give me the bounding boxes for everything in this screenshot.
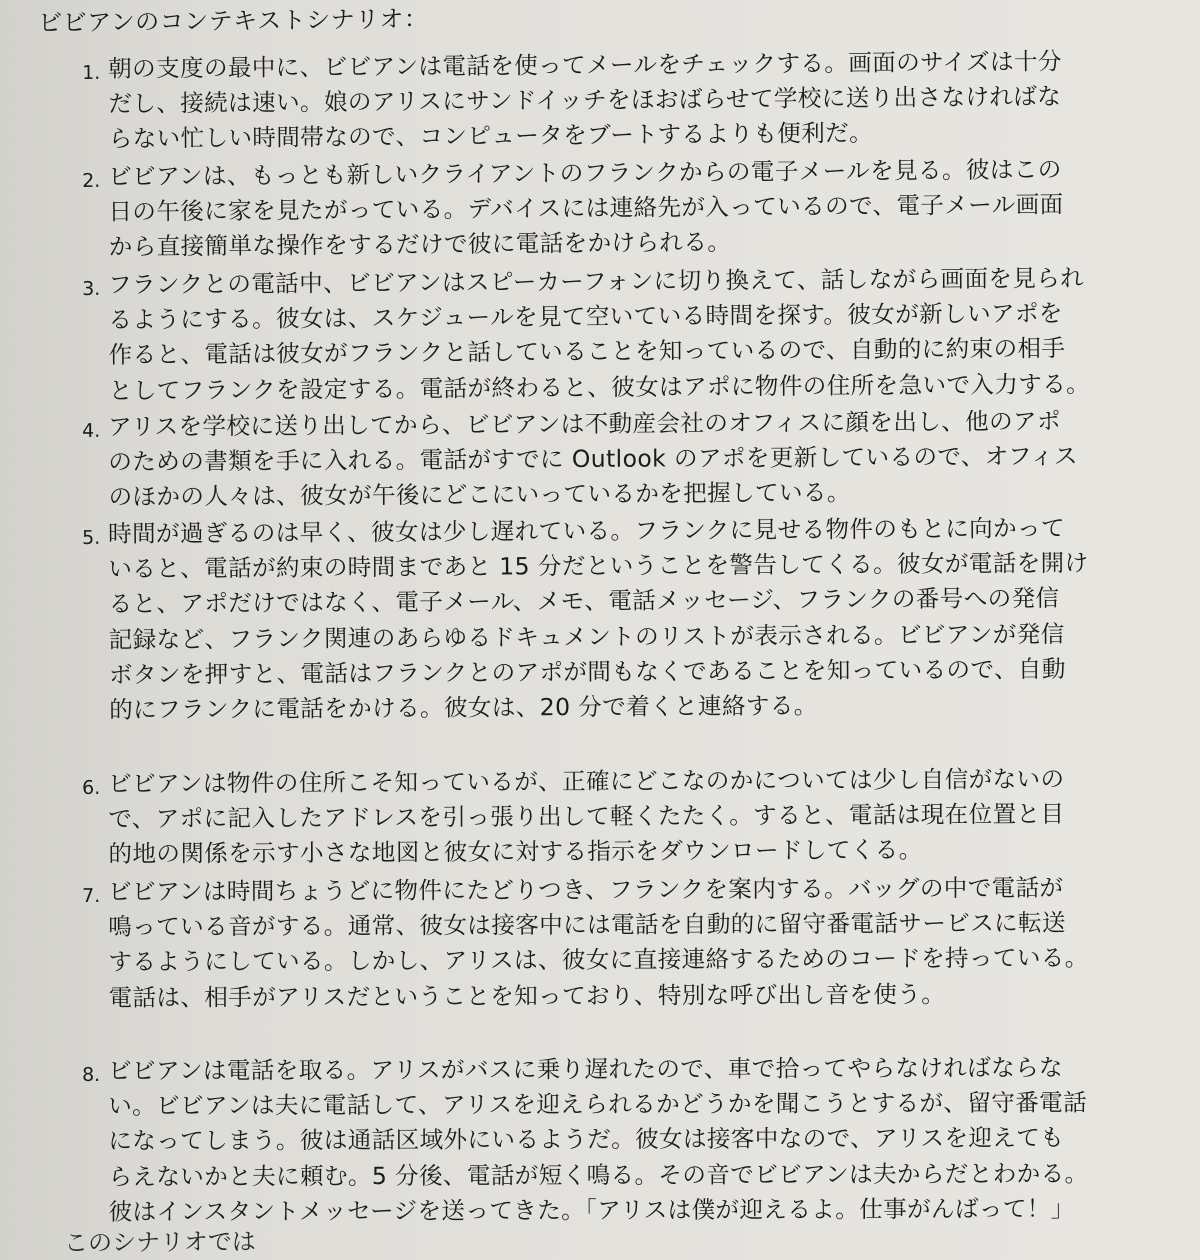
item-number: 4. (82, 419, 101, 442)
item-line: ビビアンは物件の住所こそ知っているが、正確にどこなのかについては少し自信がないの (108, 764, 1065, 798)
item-line: だし、接続は速い。娘のアリスにサンドイッチをほおばらせて学校に送り出さなければな (108, 82, 1062, 118)
item-line: で、アポに記入したアドレスを引っ張り出して軽くたたく。すると、電話は現在位置と目 (108, 800, 1065, 834)
item-line: としてフランクを設定する。電話が終わると、彼女はアポに物件の住所を急いで入力する。 (108, 369, 1091, 405)
item-text (108, 762, 1065, 873)
item-number: 2. (82, 169, 101, 192)
item-line: いると、電話が約束の時間まであと 15 分だということを警告してくる。彼女が電話を開け (108, 549, 1089, 584)
item-line: 的にフランクに電話をかける。彼女は、20 分で着くと連絡する。 (109, 691, 818, 724)
item-number: 6. (82, 776, 101, 799)
item-text (108, 152, 1064, 265)
item-text (108, 1050, 1089, 1229)
item-line: ビビアンは、もっとも新しいクライアントのフランクからの電子メールを見る。彼はこの (108, 155, 1062, 191)
item-number: 8. (82, 1063, 101, 1086)
section-heading: ビビアンのコンテキストシナリオ： (38, 4, 429, 37)
item-line: 記録など、フランク関連のあらゆるドキュメントのリストが表示される。ビビアンが発信 (108, 619, 1065, 654)
item-text (108, 261, 1090, 409)
scenario-item (82, 761, 1162, 869)
item-line: 朝の支度の最中に、ビビアンは電話を使ってメールをチェックする。画面のサイズは十分 (108, 47, 1062, 83)
item-line: のほかの人々は、彼女が午後にどこにいっているかを把握している。 (108, 478, 851, 512)
scenario-item (82, 1050, 1162, 1226)
cut-off-footer-text: このシナリオでは (64, 1227, 256, 1257)
item-line: 日の午後に家を見たがっている。デバイスには連絡先が入っているので、電子メール画面 (108, 190, 1064, 226)
item-line: 時間が過ぎるのは早く、彼女は少し遅れている。フランクに見せる物件のもとに向かって (108, 513, 1065, 548)
item-number: 7. (82, 884, 101, 907)
item-line: ボタンを押すと、電話はフランクとのアポが間もなくであることを知っているので、自動 (108, 654, 1066, 689)
item-line: らない忙しい時間帯なので、コンピュータをブートするよりも便利だ。 (108, 119, 874, 154)
item-line: 電話は、相手がアリスだということを知っており、特別な呼び出し音を使う。 (108, 979, 946, 1012)
item-line: 作ると、電話は彼女がフランクと話していることを知っているので、自動的に約束の相手 (108, 334, 1066, 370)
item-line: アリスを学校に送り出してから、ビビアンは不動産会社のオフィスに顔を出し、他のアポ (108, 407, 1061, 441)
item-line: ビビアンは時間ちょうどに物件にたどりつき、フランクを案内する。バッグの中で電話が (108, 873, 1064, 906)
item-line: らえないかと夫に頼む。5 分後、電話が短く鳴る。その音でビビアンは夫からだとわかる。 (108, 1159, 1089, 1191)
item-line: い。ビビアンは夫に電話して、アリスを迎えられるかどうかを聞こうとするが、留守番電話 (108, 1088, 1088, 1121)
item-text (108, 404, 1078, 515)
item-number: 1. (82, 61, 101, 84)
item-line: 彼はインスタントメッセージを送ってきた。「アリスは僕が迎えるよ。仕事がんばって！」 (108, 1194, 1075, 1226)
item-number: 5. (82, 526, 101, 549)
item-line: フランクとの電話中、ビビアンはスピーカーフォンに切り換えて、話しながら画面を見られ (108, 264, 1085, 299)
item-text (108, 871, 1089, 1016)
item-line: ると、アポだけではなく、電子メール、メモ、電話メッセージ、フランクの番号への発信 (108, 584, 1060, 619)
item-text (108, 511, 1090, 728)
item-line: ビビアンは電話を取る。アリスがバスに乗り遅れたので、車で拾ってやらなければならな (108, 1053, 1064, 1085)
item-line: するようにしている。しかし、アリスは、彼女に直接連絡するためのコードを持っている。 (108, 943, 1089, 977)
item-line: るようにする。彼女は、スケジュールを見て空いている時間を探す。彼女が新しいアポを (108, 299, 1063, 335)
item-number: 3. (82, 277, 101, 300)
item-line: 的地の関係を示す小さな地図と彼女に対する指示をダウンロードしてくる。 (108, 835, 923, 869)
item-line: のための書類を手に入れる。電話がすでに Outlook のアポを更新しているので、オフィス (108, 442, 1079, 477)
scenario-item (82, 44, 1162, 154)
item-line: になってしまう。彼は通話区域外にいるようだ。彼女は接客中なので、アリスを迎えても (108, 1123, 1065, 1156)
item-line: 鳴っている音がする。通常、彼女は接客中には電話を自動的に留守番電話サービスに転送 (108, 908, 1067, 942)
item-line: から直接簡単な操作をするだけで彼に電話をかけられる。 (108, 228, 732, 262)
item-text (108, 44, 1063, 157)
